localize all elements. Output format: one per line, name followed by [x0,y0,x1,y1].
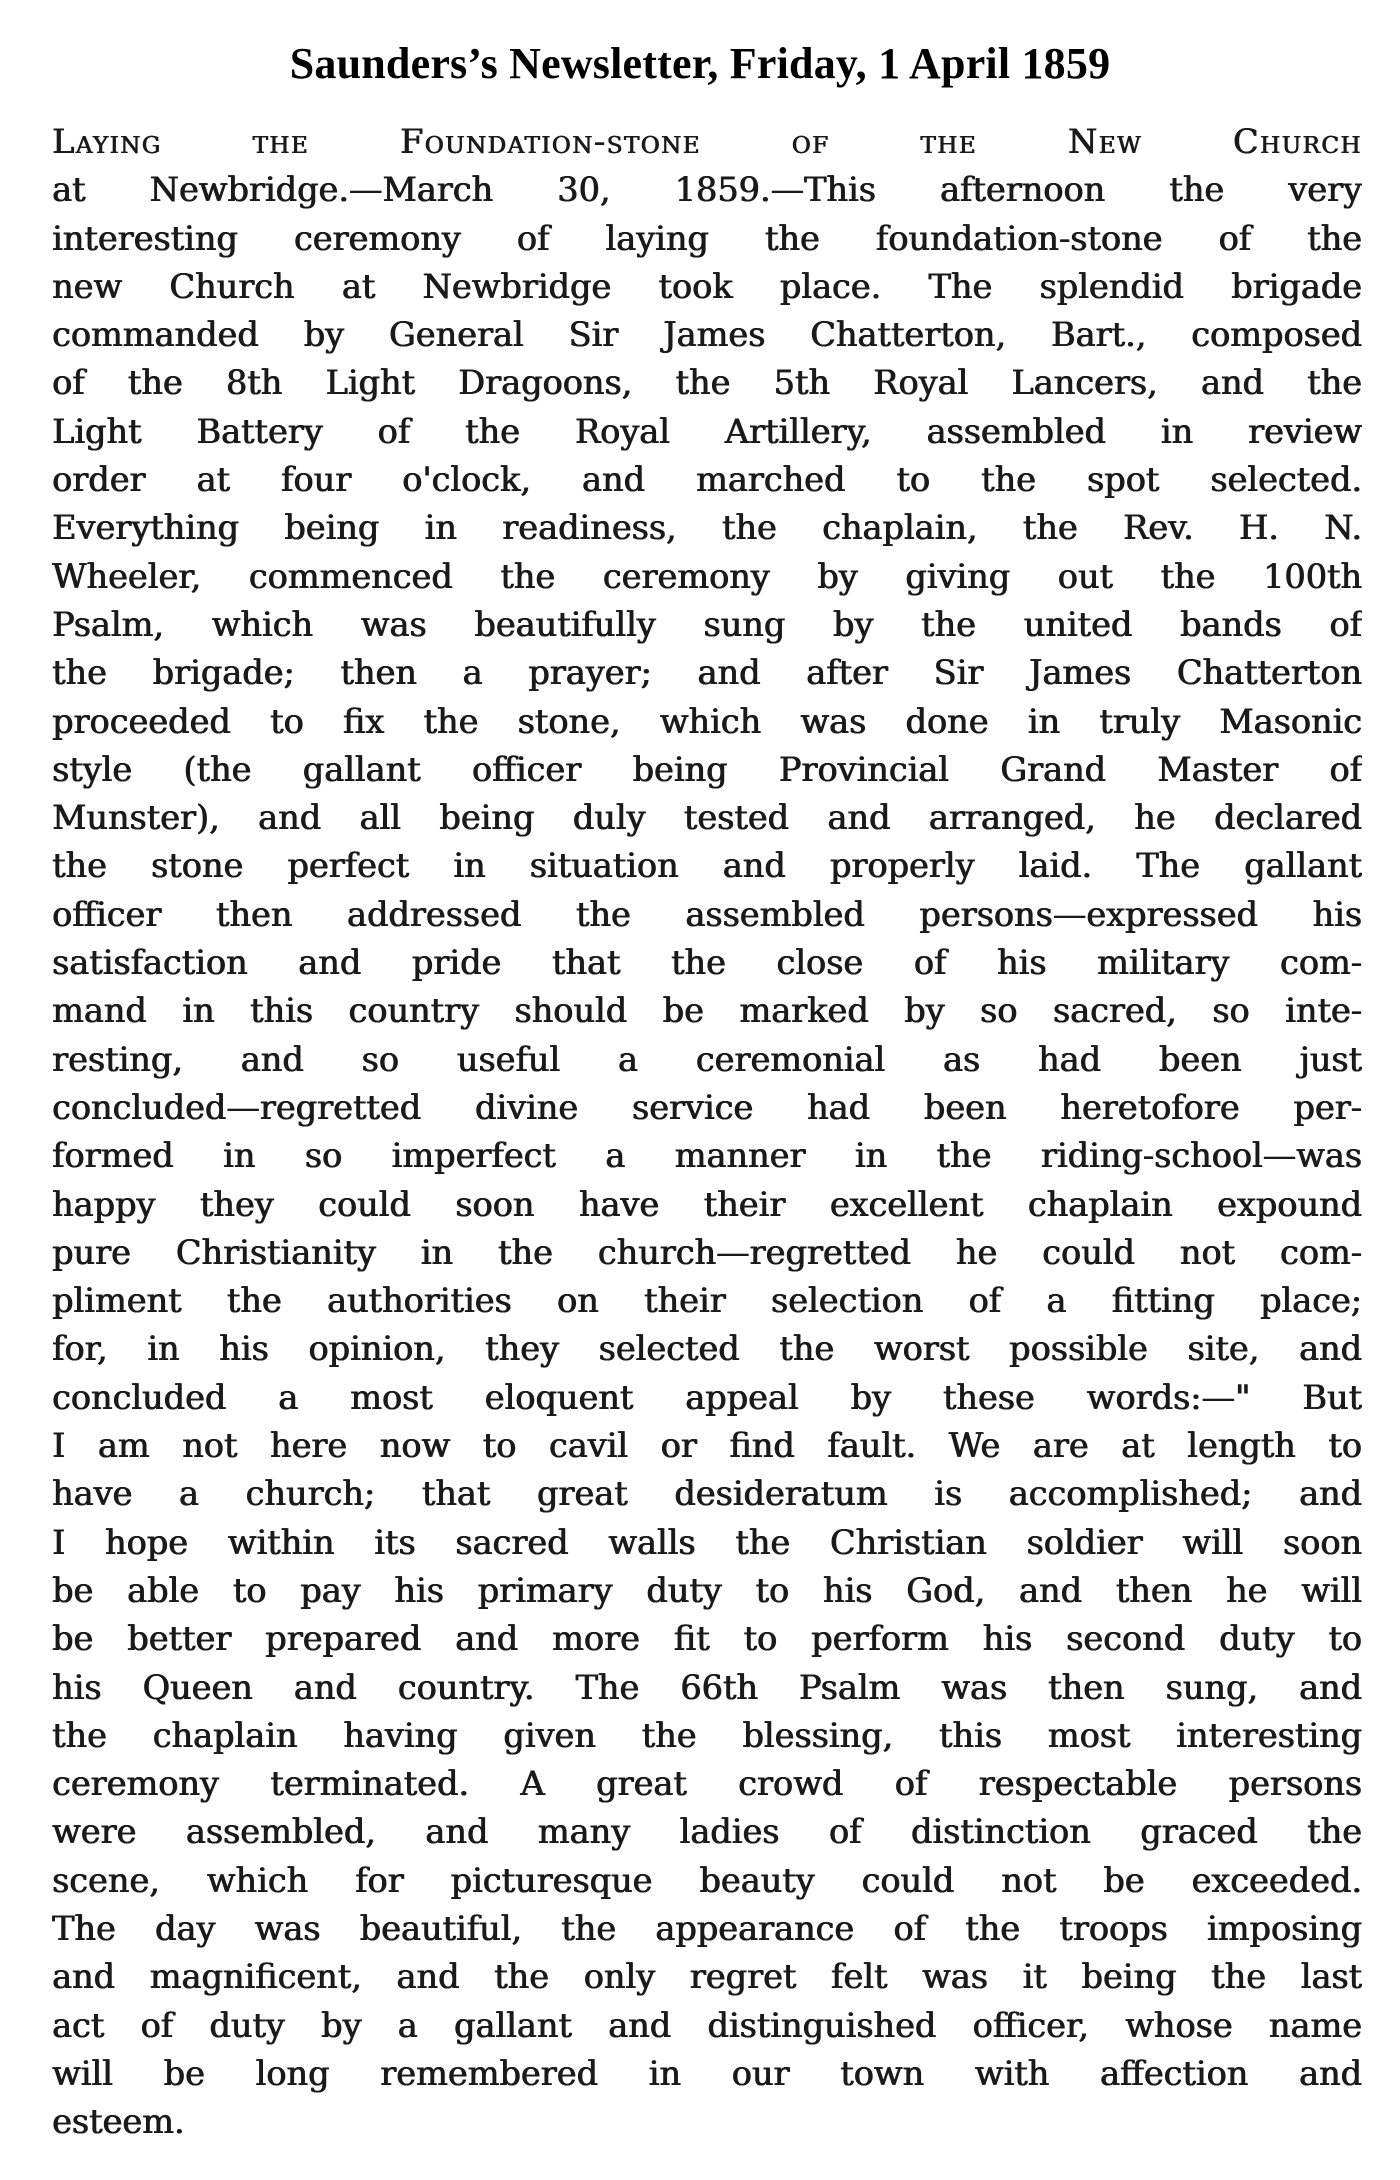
article-line: happy they could soon have their excellent chaplain expound [52,1184,1362,1224]
article-line: Laying the Foundation-stone of the New Church [52,122,1362,161]
article-line: his Queen and country. The 66th Psalm was then sung, and [52,1667,1362,1707]
article-line: scene, which for picturesque beauty could not be exceeded. [52,1860,1362,1900]
article-line: I am not here now to cavil or find fault. We are at length to [52,1426,1362,1466]
article-line: satisfaction and pride that the close of his military com- [52,943,1362,983]
article-line: act of duty by a gallant and distinguished officer, whose name [52,2005,1362,2045]
article-line: be better prepared and more fit to perform his second duty to [52,1619,1362,1659]
article-line: at Newbridge.—March 30, 1859.—This afternoon the very [52,170,1362,210]
article-line: ceremony terminated. A great crowd of respectable persons [52,1764,1362,1804]
article-body [52,118,1362,2146]
article-line: I hope within its sacred walls the Christian soldier will soon [52,1522,1362,1562]
article-line: Psalm, which was beautifully sung by the united bands of [52,604,1362,644]
article-line: The day was beautiful, the appearance of the troops imposing [52,1908,1362,1948]
article-line: mand in this country should be marked by so sacred, so inte- [52,991,1362,1031]
article-line: were assembled, and many ladies of distinction graced the [52,1812,1362,1852]
article-line: pure Christianity in the church—regretted he could not com- [52,1232,1362,1272]
article-line: Light Battery of the Royal Artillery, assembled in review [52,411,1362,451]
article-line: interesting ceremony of laying the foundation-stone of the [52,218,1362,258]
article-line: formed in so imperfect a manner in the riding-school—was [52,1136,1362,1176]
article-line: for, in his opinion, they selected the worst possible site, and [52,1329,1362,1369]
article-line: of the 8th Light Dragoons, the 5th Royal Lancers, and the [52,363,1362,403]
article-line: will be long remembered in our town with affection and [52,2053,1362,2093]
article-line: concluded—regretted divine service had been heretofore per- [52,1087,1362,1127]
article-line: proceeded to fix the stone, which was done in truly Masonic [52,701,1362,741]
article-line: the chaplain having given the blessing, this most interesting [52,1715,1362,1755]
article-line: style (the gallant officer being Provincial Grand Master of [52,749,1362,789]
article-line: have a church; that great desideratum is accomplished; and [52,1474,1362,1514]
page-title: Saunders’s Newsletter, Friday, 1 April 1859 [289,39,1111,88]
article-line: commanded by General Sir James Chatterton, Bart., composed [52,315,1362,355]
article-line: esteem. [52,2102,185,2142]
article-line: be able to pay his primary duty to his God, and then he will [52,1570,1362,1610]
article-line: concluded a most eloquent appeal by these words:—" But [52,1377,1362,1417]
article-line: pliment the authorities on their selection of a fitting place; [52,1281,1362,1321]
article-line: new Church at Newbridge took place. The splendid brigade [52,266,1362,306]
article-line: resting, and so useful a ceremonial as had been just [52,1039,1362,1079]
article-line: order at four o'clock, and marched to the spot selected. [52,460,1362,500]
article-line: Wheeler, commenced the ceremony by giving out the 100th [52,556,1362,596]
article-line: and magnificent, and the only regret felt was it being the last [52,1957,1362,1997]
article-line: Everything being in readiness, the chaplain, the Rev. H. N. [52,508,1362,548]
article-line: Munster), and all being duly tested and arranged, he declared [52,798,1362,838]
article-line: officer then addressed the assembled persons—expressed his [52,894,1362,934]
article-line: the brigade; then a prayer; and after Sir James Chatterton [52,653,1362,693]
article-line: the stone perfect in situation and properly laid. The gallant [52,846,1362,886]
